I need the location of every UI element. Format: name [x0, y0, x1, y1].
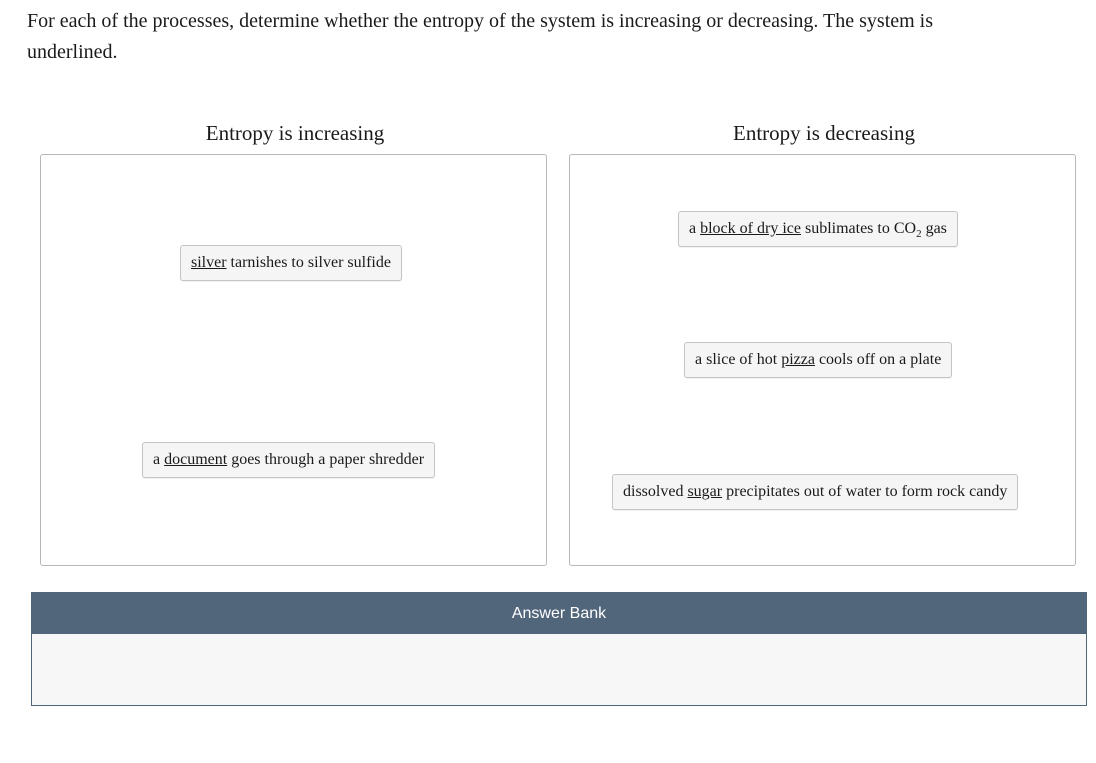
chip-subscript: 2 — [916, 228, 922, 240]
bin-title-decreasing: Entropy is decreasing — [733, 121, 915, 145]
answer-chip-sugar[interactable] — [612, 474, 1018, 510]
chip-text: cools off on a plate — [814, 351, 942, 368]
chip-system-text: silver — [191, 254, 227, 271]
chip-system-text: block of dry ice — [700, 220, 801, 237]
chip-system-text: pizza — [781, 351, 815, 368]
answer-chip-document[interactable] — [142, 442, 435, 478]
answer-chip-silver[interactable] — [180, 245, 402, 281]
answer-bank-header: Answer Bank — [31, 592, 1087, 634]
chip-text: a — [689, 220, 701, 237]
chip-text: gas — [921, 220, 947, 237]
chip-text: goes through a paper shredder — [227, 451, 425, 468]
chip-text: a slice of hot — [695, 351, 782, 368]
answer-chip-pizza[interactable] — [684, 342, 952, 378]
chip-text: precipitates out of water to form rock candy — [722, 483, 1008, 500]
chip-text: dissolved — [623, 483, 688, 500]
drop-zone-increasing[interactable] — [40, 154, 547, 566]
chip-system-text: document — [164, 451, 228, 468]
bin-title-increasing: Entropy is increasing — [205, 121, 385, 145]
chip-system-text: sugar — [687, 483, 723, 500]
chip-text: sublimates to CO — [800, 220, 917, 237]
instructions-text: For each of the processes, determine whether the entropy of the system is increasing or decreasing. The system is underlined. — [27, 10, 934, 63]
chip-text: tarnishes to silver sulfide — [226, 254, 391, 271]
drop-zone-decreasing[interactable] — [569, 154, 1076, 566]
answer-bank-drop-zone[interactable] — [31, 634, 1087, 706]
chip-text: a — [153, 451, 165, 468]
answer-chip-dry-ice[interactable] — [678, 211, 958, 247]
